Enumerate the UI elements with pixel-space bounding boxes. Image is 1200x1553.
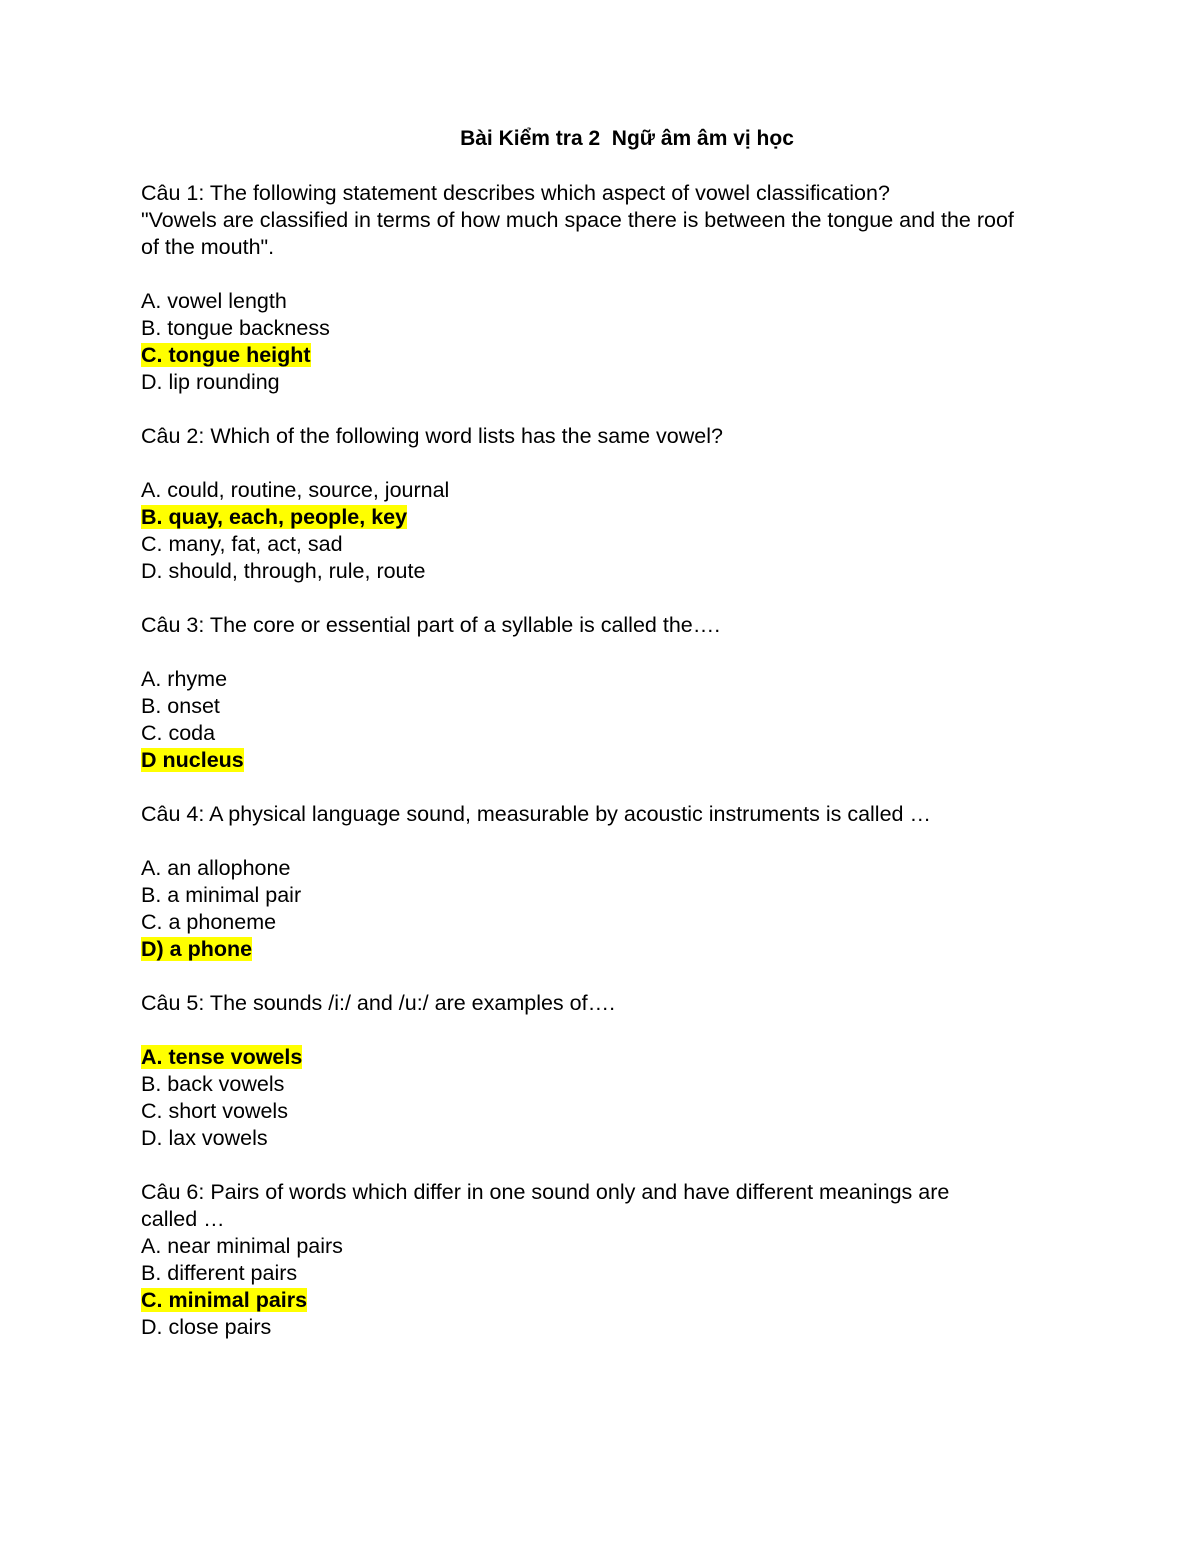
correct-answer-highlight: D) a phone [141, 937, 253, 961]
question-text: Câu 4: A physical language sound, measurable by acoustic instruments is called … [141, 802, 931, 826]
correct-answer-option [141, 1044, 1101, 1071]
question-text: called … [141, 1207, 225, 1231]
question-text: Câu 5: The sounds /i:/ and /u:/ are examples of…. [141, 991, 616, 1015]
question-text: Câu 2: Which of the following word lists has the same vowel? [141, 424, 723, 448]
answer-option: A. could, routine, source, journal [141, 478, 450, 502]
answer-option: D. should, through, rule, route [141, 559, 426, 583]
answer-option: A. vowel length [141, 289, 287, 313]
correct-answer-highlight: C. tongue height [141, 343, 311, 367]
correct-answer-highlight: B. quay, each, people, key [141, 505, 408, 529]
answer-option: C. coda [141, 721, 216, 745]
answer-option: B. onset [141, 694, 220, 718]
answer-option: C. a phoneme [141, 910, 277, 934]
answer-option: D. lax vowels [141, 1126, 268, 1150]
correct-answer-highlight: A. tense vowels [141, 1045, 303, 1069]
correct-answer-highlight: C. minimal pairs [141, 1288, 308, 1312]
question-4 [141, 801, 1101, 963]
question-6 [141, 1179, 1101, 1341]
correct-answer-option [141, 504, 1101, 531]
answer-option: A. near minimal pairs [141, 1234, 343, 1258]
question-text: "Vowels are classified in terms of how much space there is between the tongue and the roof [141, 208, 1014, 232]
correct-answer-highlight: D nucleus [141, 748, 244, 772]
answer-option: A. rhyme [141, 667, 228, 691]
question-text: Câu 6: Pairs of words which differ in one sound only and have different meanings are [141, 1180, 950, 1204]
question-text: Câu 3: The core or essential part of a syllable is called the…. [141, 613, 721, 637]
correct-answer-option [141, 747, 1101, 774]
page-title: Bài Kiểm tra 2 Ngữ âm âm vị học [460, 127, 794, 150]
answer-option: C. short vowels [141, 1099, 288, 1123]
answer-option: B. tongue backness [141, 316, 330, 340]
question-3 [141, 612, 1101, 774]
question-1 [141, 180, 1101, 396]
correct-answer-option [141, 342, 1101, 369]
answer-option: C. many, fat, act, sad [141, 532, 343, 556]
answer-option: D. lip rounding [141, 370, 280, 394]
question-list [141, 180, 1101, 1341]
answer-option: B. a minimal pair [141, 883, 302, 907]
correct-answer-option [141, 936, 1101, 963]
question-text: of the mouth". [141, 235, 275, 259]
answer-option: B. back vowels [141, 1072, 285, 1096]
answer-option: A. an allophone [141, 856, 291, 880]
question-text: Câu 1: The following statement describes which aspect of vowel classification? [141, 181, 890, 205]
correct-answer-option [141, 1287, 1101, 1314]
answer-option: D. close pairs [141, 1315, 272, 1339]
question-5 [141, 990, 1101, 1152]
question-2 [141, 423, 1101, 585]
answer-option: B. different pairs [141, 1261, 298, 1285]
